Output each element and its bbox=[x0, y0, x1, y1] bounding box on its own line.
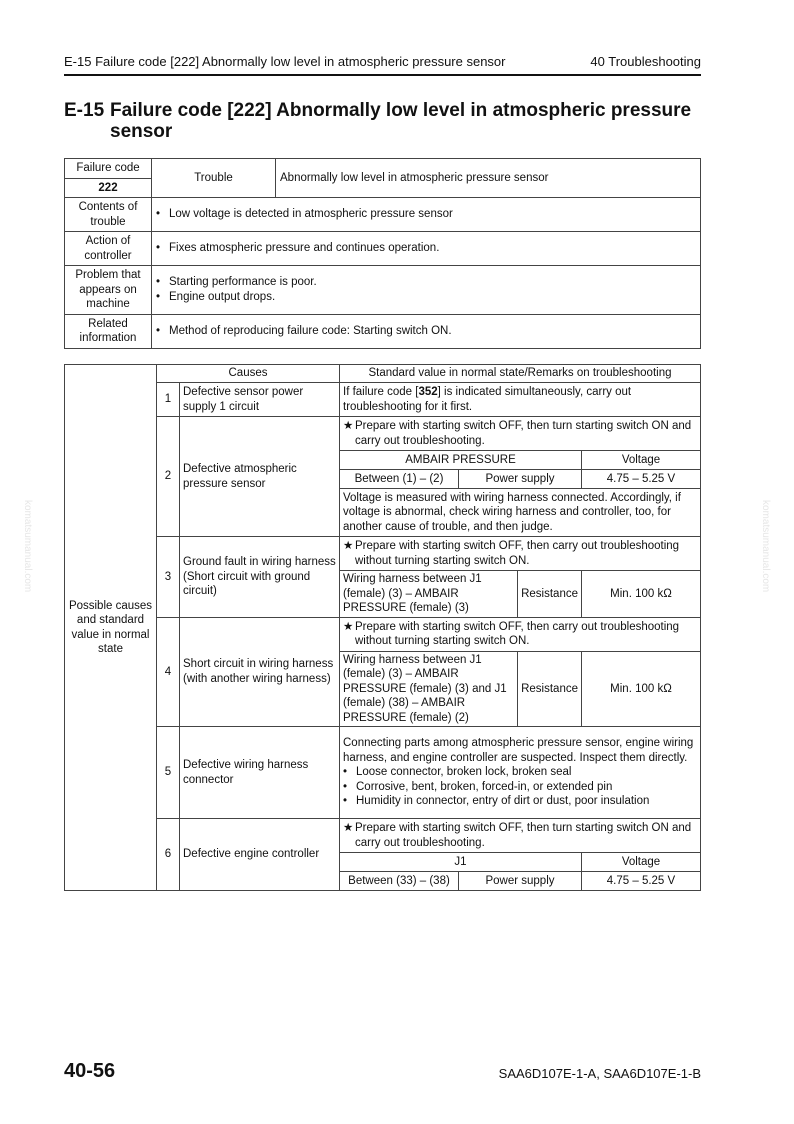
resistance-cell: Resistance bbox=[518, 571, 582, 618]
voltage-header: Voltage bbox=[582, 853, 701, 872]
cause-number: 6 bbox=[157, 819, 180, 891]
header-section-title: E-15 Failure code [222] Abnormally low level in atmospheric pressure sensor bbox=[64, 54, 506, 69]
cause-text: Short circuit in wiring harness (with another wiring harness) bbox=[180, 617, 340, 727]
title-line2: sensor bbox=[110, 121, 173, 142]
page-header bbox=[64, 52, 701, 76]
action-item: • Fixes atmospheric pressure and continues operation. bbox=[156, 242, 440, 255]
note-cell: Voltage is measured with wiring harness connected. Accordingly, if voltage is abnormal, check wiring harness and controller, too, for another cause of trouble, and then judge. bbox=[340, 489, 701, 537]
header-chapter: 40 Troubleshooting bbox=[590, 54, 701, 69]
check-item: • Corrosive, bent, broken, forced-in, or extended pin bbox=[343, 780, 613, 793]
cause-number: 4 bbox=[157, 617, 180, 727]
connector-note: Connecting parts among atmospheric pressure sensor, engine wiring harness, and engine controller are suspected. Inspect them directly. bbox=[343, 737, 694, 764]
voltage-header: Voltage bbox=[582, 451, 701, 470]
trouble-value: Abnormally low level in atmospheric pressure sensor bbox=[276, 159, 701, 198]
check-item: • Humidity in connector, entry of dirt or dust, poor insulation bbox=[343, 795, 650, 808]
problem-label: Problem that appears on machine bbox=[65, 266, 152, 315]
check-item: • Loose connector, broken lock, broken seal bbox=[343, 766, 572, 779]
cause-text: Ground fault in wiring harness (Short circuit with ground circuit) bbox=[180, 537, 340, 618]
watermark-right: komatsumanual.com bbox=[760, 500, 771, 593]
value-cell: 4.75 – 5.25 V bbox=[582, 872, 701, 891]
problem-value-1: Starting performance is poor. bbox=[169, 276, 317, 289]
cause-text: Defective atmospheric pressure sensor bbox=[180, 417, 340, 537]
page-number: 40-56 bbox=[64, 1060, 116, 1082]
cause-text: Defective sensor power supply 1 circuit bbox=[180, 383, 340, 417]
min-cell: Min. 100 kΩ bbox=[582, 571, 701, 618]
remark-text: If failure code [352] is indicated simultaneously, carry out troubleshooting for it first. bbox=[340, 383, 701, 417]
page-title bbox=[64, 100, 704, 142]
remarks-header: Standard value in normal state/Remarks on troubleshooting bbox=[340, 365, 701, 383]
harness-desc: Wiring harness between J1 (female) (3) – AMBAIR PRESSURE (female) (3) bbox=[340, 571, 518, 618]
cause-text: Defective engine controller bbox=[180, 819, 340, 891]
contents-value: Low voltage is detected in atmospheric pressure sensor bbox=[169, 208, 453, 221]
trouble-label: Trouble bbox=[152, 159, 276, 198]
harness-desc: Wiring harness between J1 (female) (3) – AMBAIR PRESSURE (female) (3) and J1 (female) (38) – AMBAIR PRESSURE (female) (2) bbox=[340, 651, 518, 727]
value-cell: 4.75 – 5.25 V bbox=[582, 470, 701, 489]
related-item: • Method of reproducing failure code: Starting switch ON. bbox=[156, 324, 452, 337]
remark-text bbox=[340, 727, 701, 819]
supply-cell: Power supply bbox=[459, 470, 582, 489]
causes-table bbox=[64, 364, 701, 891]
cause-number: 1 bbox=[157, 383, 180, 417]
model-code: SAA6D107E-1-A, SAA6D107E-1-B bbox=[498, 1066, 701, 1081]
star-note: ★ Prepare with starting switch OFF, then carry out troubleshooting without turning starting switch ON. bbox=[343, 620, 680, 647]
problem-value-2: Engine output drops. bbox=[169, 290, 276, 303]
star-note: ★ Prepare with starting switch OFF, then carry out troubleshooting without turning starting switch ON. bbox=[343, 540, 680, 567]
action-value: Fixes atmospheric pressure and continues operation. bbox=[169, 242, 440, 255]
cause-number: 3 bbox=[157, 537, 180, 618]
title-number: E-15 bbox=[64, 100, 105, 121]
between-cell: Between (33) – (38) bbox=[340, 872, 459, 891]
star-icon: ★ bbox=[343, 822, 354, 834]
supply-cell: Power supply bbox=[459, 872, 582, 891]
star-note: ★ Prepare with starting switch OFF, then turn starting switch ON and carry out troubleshooting. bbox=[343, 420, 692, 447]
between-cell: Between (1) – (2) bbox=[340, 470, 459, 489]
side-label: Possible causes and standard value in normal state bbox=[65, 365, 157, 891]
connector-header: AMBAIR PRESSURE bbox=[340, 451, 582, 470]
star-icon: ★ bbox=[343, 540, 354, 552]
failure-code-value: 222 bbox=[65, 178, 152, 198]
related-value: Method of reproducing failure code: Starting switch ON. bbox=[169, 324, 452, 337]
action-label: Action of controller bbox=[65, 232, 152, 266]
failure-info-table bbox=[64, 158, 701, 349]
connector-header: J1 bbox=[340, 853, 582, 872]
star-icon: ★ bbox=[343, 620, 354, 633]
related-label: Related information bbox=[65, 314, 152, 348]
contents-label: Contents of trouble bbox=[65, 198, 152, 232]
causes-header: Causes bbox=[157, 365, 340, 383]
contents-item: • Low voltage is detected in atmospheric pressure sensor bbox=[156, 208, 453, 221]
problem-item: • Engine output drops. bbox=[156, 290, 276, 303]
cause-number: 2 bbox=[157, 417, 180, 537]
title-line1: Failure code [222] Abnormally low level in atmospheric pressure bbox=[110, 100, 692, 121]
star-note: ★ Prepare with starting switch OFF, then turn starting switch ON and carry out troubleshooting. bbox=[343, 822, 692, 849]
watermark-left: komatsumanual.com bbox=[22, 500, 33, 593]
problem-item: • Starting performance is poor. bbox=[156, 276, 317, 289]
cause-text: Defective wiring harness connector bbox=[180, 727, 340, 819]
cause-number: 5 bbox=[157, 727, 180, 819]
min-cell: Min. 100 kΩ bbox=[582, 651, 701, 727]
failure-code-label: Failure code bbox=[65, 159, 152, 179]
resistance-cell: Resistance bbox=[518, 651, 582, 727]
star-icon: ★ bbox=[343, 420, 354, 432]
